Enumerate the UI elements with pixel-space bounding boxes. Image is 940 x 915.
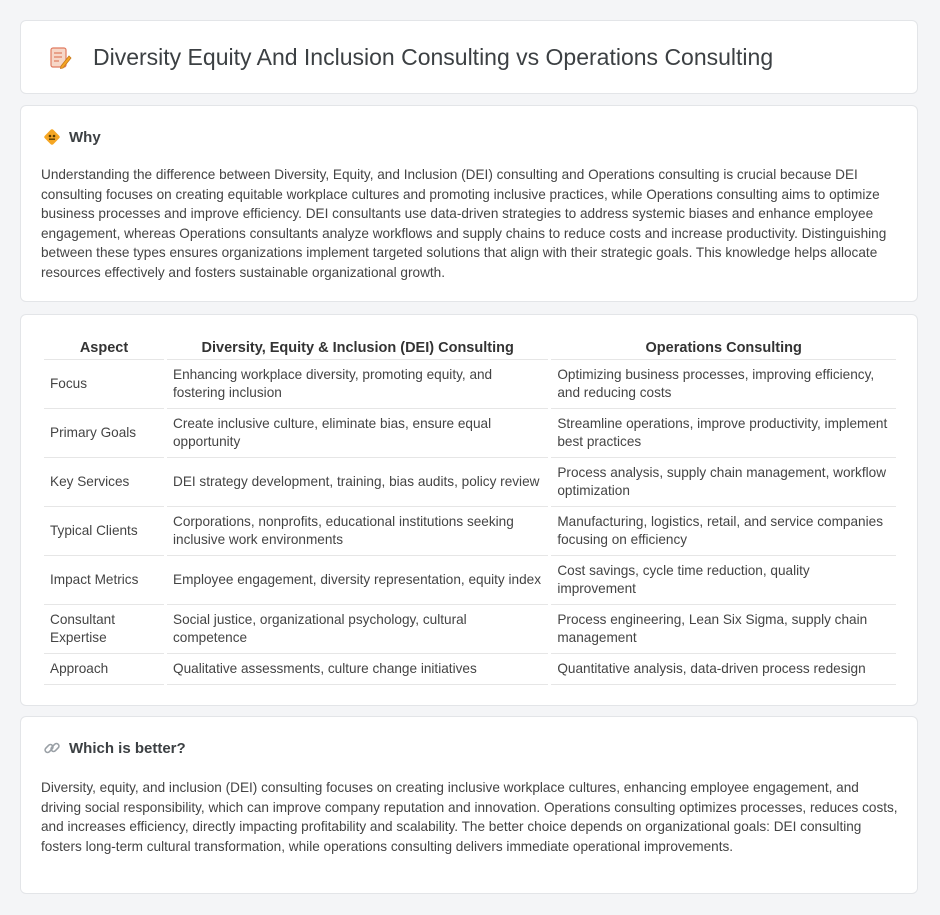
table-row (44, 605, 896, 654)
table-row (44, 458, 896, 507)
table-row (44, 360, 896, 409)
page-title: Diversity Equity And Inclusion Consulting vs Operations Consulting (93, 44, 774, 70)
why-heading: Why (69, 128, 101, 146)
dei-cell: Employee engagement, diversity representation, equity index (167, 556, 548, 605)
dei-cell: Qualitative assessments, culture change initiatives (167, 654, 548, 685)
diamond-sign-icon (43, 128, 61, 146)
operations-cell: Quantitative analysis, data-driven process redesign (551, 654, 896, 685)
aspect-cell: Focus (44, 360, 164, 409)
header-aspect: Aspect (44, 335, 164, 360)
better-heading: Which is better? (69, 739, 186, 757)
operations-cell: Manufacturing, logistics, retail, and service companies focusing on efficiency (551, 507, 896, 556)
better-section (20, 716, 918, 894)
better-header (43, 739, 186, 757)
why-section (20, 105, 918, 302)
table-header-row (44, 335, 896, 360)
aspect-cell: Approach (44, 654, 164, 685)
better-text: Diversity, equity, and inclusion (DEI) consulting focuses on creating inclusive workplace cultures, enhancing employee engagement, and driving social responsibility, which can improve company reputation and innovation. Operations consulting optimizes processes, reduces costs, and increases efficiency, directly impacting profitability and scalability. The better choice depends on organizational goals: DEI consulting fosters long-term cultural transformation, while operations consulting delivers immediate operational improvements. (41, 780, 898, 854)
aspect-cell: Impact Metrics (44, 556, 164, 605)
operations-cell: Process analysis, supply chain management, workflow optimization (551, 458, 896, 507)
operations-cell: Process engineering, Lean Six Sigma, supply chain management (551, 605, 896, 654)
why-text: Understanding the difference between Diversity, Equity, and Inclusion (DEI) consulting and Operations consulting is crucial because DEI consulting focuses on creating equitable workplace cultures and promoting inclusive practices, while Operations consulting aims to optimize business processes and improve efficiency. DEI consultants use data-driven strategies to address systemic biases and enhance employee engagement, whereas Operations consultants analyze workflows and supply chains to reduce costs and increase productivity. Distinguishing between these types ensures organizations implement targeted solutions that align with their strategic goals. This knowledge helps allocate resources effectively and fosters sustainable organizational growth. (41, 167, 887, 280)
operations-cell: Cost savings, cycle time reduction, quality improvement (551, 556, 896, 605)
table-row (44, 507, 896, 556)
aspect-cell: Primary Goals (44, 409, 164, 458)
table-row (44, 409, 896, 458)
title-row (47, 44, 773, 71)
dei-cell: Enhancing workplace diversity, promoting equity, and fostering inclusion (167, 360, 548, 409)
dei-cell: Create inclusive culture, eliminate bias, ensure equal opportunity (167, 409, 548, 458)
comparison-table (41, 335, 899, 685)
table-row (44, 556, 896, 605)
document-pencil-icon (47, 45, 73, 71)
table-row (44, 654, 896, 685)
link-icon (43, 739, 61, 757)
header-dei: Diversity, Equity & Inclusion (DEI) Consulting (167, 335, 548, 360)
operations-cell: Optimizing business processes, improving efficiency, and reducing costs (551, 360, 896, 409)
aspect-cell: Consultant Expertise (44, 605, 164, 654)
why-header (43, 128, 101, 146)
dei-cell: Corporations, nonprofits, educational institutions seeking inclusive work environments (167, 507, 548, 556)
title-card (20, 20, 918, 94)
dei-cell: Social justice, organizational psychology, cultural competence (167, 605, 548, 654)
comparison-section (20, 314, 918, 706)
header-operations: Operations Consulting (551, 335, 896, 360)
operations-cell: Streamline operations, improve productivity, implement best practices (551, 409, 896, 458)
aspect-cell: Key Services (44, 458, 164, 507)
dei-cell: DEI strategy development, training, bias audits, policy review (167, 458, 548, 507)
aspect-cell: Typical Clients (44, 507, 164, 556)
